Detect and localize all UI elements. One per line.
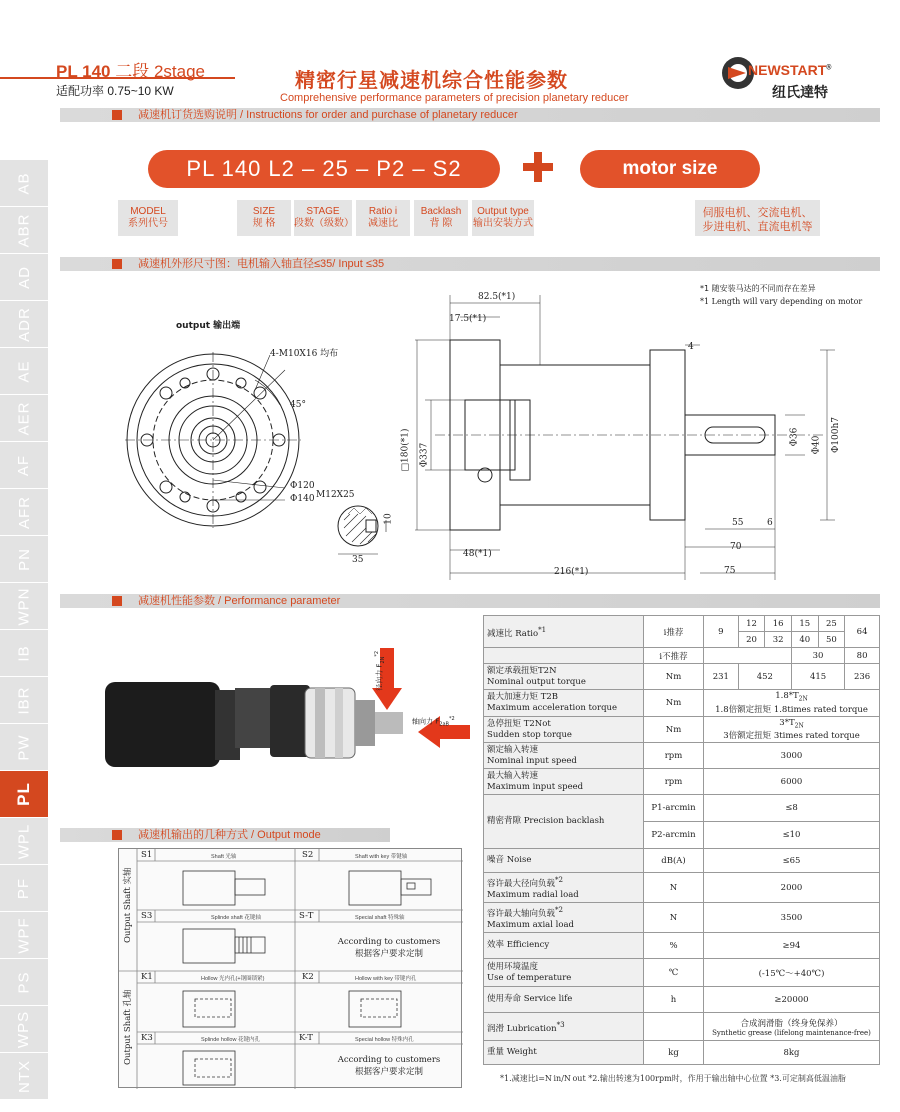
dim-bolt-pattern: 4-M10X16 均布 [270,349,339,359]
dim-d120: Φ120 [290,481,315,491]
side-tab-af[interactable] [0,442,48,489]
val-noise: ≤65 [704,849,880,873]
dim-216: 216(*1) [554,567,589,577]
row-max-accel-torque: 最大加速力矩 T2B Maximum acceleration torque [484,690,644,717]
val-axial-load: 3500 [704,903,880,933]
dim-d36: Φ36 [789,427,800,447]
section-marker [112,259,122,269]
unit-max-accel-torque: Nm [644,690,704,717]
ratio-16: 16 [765,616,792,632]
section-performance-title: 减速机性能参数 / Performance parameter [138,595,341,607]
dim-angle: 45° [290,400,306,410]
row-noise: 噪音 Noise [484,849,644,873]
dim-48: 48(*1) [463,549,492,559]
output-mode-panel [118,848,462,1088]
power-range: 适配功率 0.75~10 KW [56,84,174,98]
side-tab-ibr[interactable] [0,677,48,724]
unit-noise: dB(A) [644,849,704,873]
torque-231: 231 [704,664,739,690]
shaft-side-label: Output Shaft 实轴 [123,867,133,943]
label-model: MODEL 系列代号 [128,206,168,229]
side-tab-label: AER [15,401,33,435]
side-tab-label: AE [15,359,33,383]
side-tab-ib[interactable] [0,630,48,677]
side-tab-ps[interactable] [0,959,48,1006]
side-tab-label: AFR [15,495,33,529]
side-tab-label: WPS [15,1010,33,1048]
order-code: PL 140 L2 – 25 – P2 – S2 [148,150,500,188]
note-length-cn: *1 随安装马达的不同而存在差异 [700,284,816,293]
performance-table [483,615,880,1065]
mode-k3: K3 [141,1033,153,1043]
val-nominal-speed: 3000 [704,743,880,769]
label-output-type: Output type 输出安装方式 [473,206,533,229]
unit-lubrication [644,1013,704,1041]
plus-icon [523,152,553,182]
mode-k2-desc: Hollow with key 带键内孔 [355,976,417,982]
dim-d40: Φ40 [811,435,822,455]
i-recommended: i推荐 [644,616,704,648]
side-tab-label: IBR [15,685,33,715]
label-size: SIZE 规 格 [252,206,276,229]
dim-key-35: 35 [352,555,364,565]
label-backlash: Backlash 背 隙 [420,206,462,229]
side-tab-label: WPF [15,916,33,954]
side-tab-adr[interactable] [0,301,48,348]
ratio-not-blank [704,648,792,664]
side-tab-abr[interactable] [0,207,48,254]
ratio-9: 9 [704,616,739,648]
side-tab-ae[interactable] [0,348,48,395]
footnotes: *1.减速比i=N in/N out *2.输出转速为100rpm时，作用于输出轴中心位置 *3.可定制高低温油脂 [500,1074,846,1083]
val-p1: ≤8 [704,795,880,822]
unit-temperature: ℃ [644,959,704,987]
torque-415: 415 [791,664,844,690]
row-axial-load: 容许最大轴向负载$^{*2}$ Maximum axial load [484,903,644,933]
side-view-drawing [395,285,855,585]
radial-force-label: 径向力 $F_{2N}^{*2}$ [374,650,386,691]
row-weight: 重量 Weight [484,1041,644,1065]
side-tab-label: PL [13,782,33,806]
mode-st-desc: Special shaft 特殊轴 [355,915,405,921]
side-tab-list [0,160,48,1100]
front-view-drawing [115,350,325,570]
val-stop-torque: $3*T_{2N}$ 3倍额定扭矩 3times rated torque [704,716,880,743]
dim-d140: Φ140 [290,494,315,504]
logo-text-cn: 纽氏達特 [772,84,828,100]
unit-axial-load: N [644,903,704,933]
ratio-25: 25 [818,616,845,632]
dim-55: 55 [732,518,744,528]
section-output-bar [60,828,390,842]
ratio-80: 80 [845,648,880,664]
dim-75: 75 [724,566,736,576]
side-tab-wpf[interactable] [0,912,48,959]
side-tab-afr[interactable] [0,489,48,536]
mode-s3: S3 [141,911,153,921]
side-tab-ad[interactable] [0,254,48,301]
side-tab-wps[interactable] [0,1006,48,1053]
side-tab-label: ABR [15,213,33,247]
product-photo [100,640,470,780]
ratio-not-spacer [484,648,644,664]
side-tab-label: ADR [15,306,33,342]
side-tab-wpl[interactable] [0,818,48,865]
row-efficiency: 效率 Efficiency [484,933,644,959]
section-performance-bar [60,594,880,608]
val-max-speed: 6000 [704,769,880,795]
side-tab-label: PS [15,970,33,994]
row-radial-load: 容许最大径向负载$^{*2}$ Maximum radial load [484,873,644,903]
unit-nominal-speed: rpm [644,743,704,769]
ratio-20: 20 [738,632,765,648]
section-order-title: 减速机订货选购说明 / Instructions for order and purchase of planetary reducer [138,109,518,121]
unit-p2: P2-arcmin [644,822,704,849]
side-tab-pw[interactable] [0,724,48,771]
section-marker [112,110,122,120]
unit-nominal-torque: Nm [644,664,704,690]
side-tab-label: WPN [15,587,33,625]
section-output-title: 减速机输出的几种方式 / Output mode [138,829,321,841]
dim-key-width: 10 [383,513,394,525]
unit-max-speed: rpm [644,769,704,795]
val-service-life: ≥20000 [704,987,880,1013]
dim-70: 70 [730,542,742,552]
dim-d100: Φ100h7 [831,416,842,454]
dim-m12: M12X25 [316,490,355,500]
side-tab-label: AB [15,171,33,195]
section-dimension-bar [60,257,880,271]
ratio-50: 50 [818,632,845,648]
val-max-accel-torque: $1.8*T_{2N}$ 1.8倍额定扭矩 1.8times rated torque [704,690,880,717]
label-motor-types: 伺服电机、交流电机、 步进电机、直流电机等 [702,207,813,233]
mode-kt-custom: According to customers 根据客户要求定制 [337,1055,441,1077]
unit-stop-torque: Nm [644,716,704,743]
dim-6: 6 [767,518,773,528]
mode-st: S-T [299,911,314,921]
mode-s1-desc: Shaft 光轴 [211,854,237,860]
row-stop-torque: 急停扭矩 T2Not Sudden stop torque [484,716,644,743]
hole-side-label: Output Shaft 孔轴 [123,989,133,1065]
side-tab-label: AF [15,454,33,476]
page-subtitle: Comprehensive performance parameters of precision planetary reducer [280,92,629,104]
side-tab-label: AD [15,265,33,289]
unit-service-life: h [644,987,704,1013]
mode-s2: S2 [302,850,314,860]
ratio-40: 40 [791,632,818,648]
mode-s3-desc: Splinde shaft 花键轴 [211,915,261,921]
section-order-bar [60,108,880,122]
side-tab-label: PN [15,547,33,571]
ratio-name: 减速比 Ratio$^{*1}$ [484,616,644,648]
mode-st-custom: According to customers 根据客户要求定制 [337,937,441,959]
mode-kt-desc: Special hollow 特殊内孔 [355,1037,414,1043]
model-stage: 二段 2stage [115,62,206,81]
dim-82-5: 82.5(*1) [478,292,516,302]
torque-236: 236 [845,664,880,690]
mode-k2: K2 [302,972,314,982]
side-tab-pl[interactable] [0,771,48,818]
val-lubrication: 合成润滑脂（终身免保养） Synthetic grease (lifelong maintenance-free) [704,1013,880,1041]
row-max-speed: 最大输入转速 Maximum input speed [484,769,644,795]
side-tab-wpn[interactable] [0,583,48,630]
mode-k3-desc: Splinde hollow 花键内孔 [201,1037,260,1043]
mode-s2-desc: Shaft with key 带键轴 [355,854,408,860]
side-tab-label: NTX [15,1059,33,1093]
unit-efficiency: % [644,933,704,959]
val-efficiency: ≥94 [704,933,880,959]
section-marker [112,596,122,606]
unit-radial-load: N [644,873,704,903]
dim-d337: Φ337 [419,442,430,468]
val-radial-load: 2000 [704,873,880,903]
side-tab-label: PW [15,733,33,761]
ratio-15: 15 [791,616,818,632]
torque-452: 452 [738,664,791,690]
side-tab-pf[interactable] [0,865,48,912]
row-lubrication: 润滑 Lubrication$^{*3}$ [484,1013,644,1041]
mode-kt: K-T [299,1033,313,1043]
side-tab-label: PF [15,877,33,899]
row-nominal-torque: 额定承载扭矩T2N Nominal output torque [484,664,644,690]
mode-s1: S1 [141,850,153,860]
val-weight: 8kg [704,1041,880,1065]
section-dimension-title: 减速机外形尺寸图：电机输入轴直径≤35/ Input ≤35 [138,258,385,270]
dim-17-5: 17.5(*1) [449,314,487,324]
model-name: PL 140 [56,62,111,81]
model-title [56,57,205,82]
unit-weight: kg [644,1041,704,1065]
motor-size-pill: motor size [580,150,760,188]
ratio-32: 32 [765,632,792,648]
val-p2: ≤10 [704,822,880,849]
side-tab-label: WPL [15,823,33,859]
side-tab-ntx[interactable] [0,1053,48,1100]
side-tab-aer[interactable] [0,395,48,442]
unit-p1: P1-arcmin [644,795,704,822]
dim-sq180: □180(*1) [400,428,411,472]
side-tab-pn[interactable] [0,536,48,583]
ratio-12: 12 [738,616,765,632]
page-title: 精密行星减速机综合性能参数 [295,68,568,92]
row-nominal-speed: 额定输入转速 Nominal input speed [484,743,644,769]
ratio-64: 64 [845,616,880,648]
label-stage: STAGE 段数（级数） [294,206,354,229]
mode-k1: K1 [141,972,153,982]
axial-force-label: 轴向力 $F_{2aB}^{*2}$ [412,716,455,728]
output-mode-grid [119,849,463,1089]
side-tab-label: IB [15,644,33,662]
row-temperature: 使用环境温度 Use of temperature [484,959,644,987]
output-end-label: output 输出端 [176,321,241,331]
i-not-recommended: i不推荐 [644,648,704,664]
val-temperature: (-15℃～+40℃) [704,959,880,987]
note-length-en: *1 Length will vary depending on motor [700,297,863,306]
section-marker [112,830,122,840]
row-backlash: 精密背隙 Precision backlash [484,795,644,849]
ratio-30: 30 [791,648,844,664]
dim-4: 4 [688,342,694,352]
side-tab-ab[interactable] [0,160,48,207]
label-ratio: Ratio i 减速比 [368,206,398,229]
logo-text-en: NEWSTART® [748,62,832,78]
row-service-life: 使用寿命 Service life [484,987,644,1013]
mode-k1-desc: Hollow 光内孔(+钢圈锁紧) [201,976,265,982]
